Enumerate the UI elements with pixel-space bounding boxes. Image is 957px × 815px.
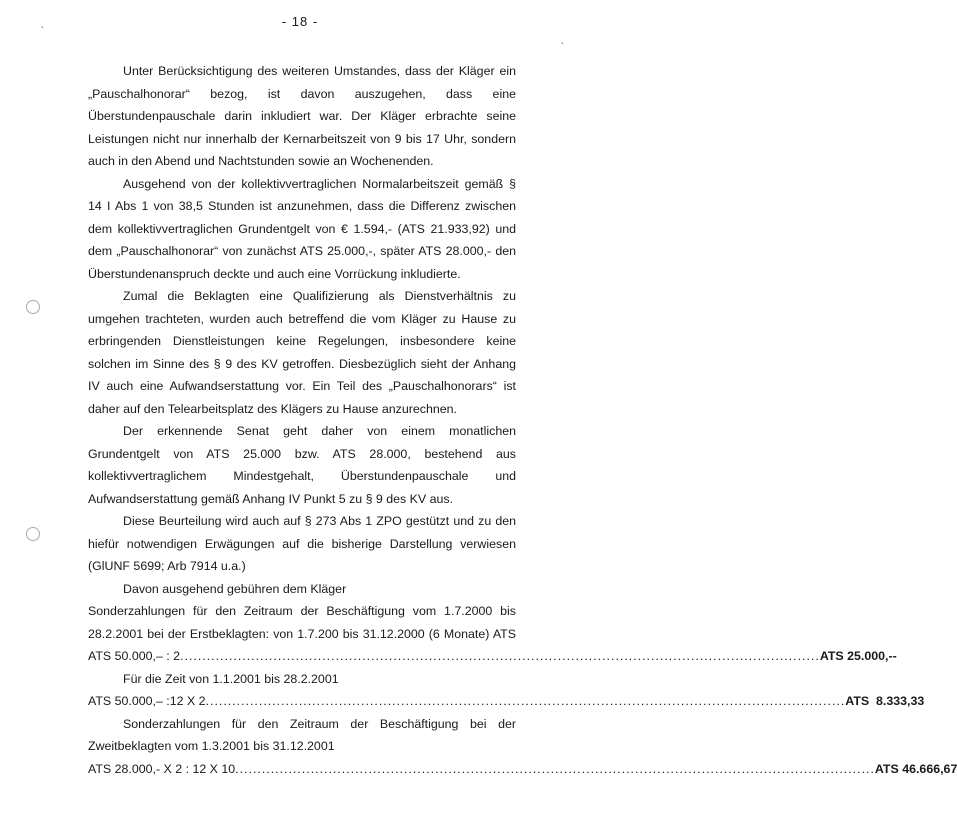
punch-hole-mark — [26, 300, 40, 314]
leader-dots: ................................................................................................................................................ — [180, 649, 820, 663]
paragraph-normalarbeitszeit: Ausgehend von der kollektivvertraglichen Normalarbeitszeit gemäß § 14 I Abs 1 von 38,5 Stunden ist anzunehmen, dass die Differenz zwischen dem kollektivvertraglichen Grundentgelt von € 1.594,- (ATS 21.933,92) und dem „Pauschalhonorar“ von zunächst ATS 25.000,-, später ATS 28.000,- den Überstundenanspruch deckte und auch eine Vorrückung inkludierte. — [88, 176, 516, 281]
sonderzahlungen-line-1: Sonderzahlungen für den Zeitraum der Beschäftigung vom 1.7.2000 bis — [88, 604, 516, 618]
scan-speck-mark: · — [560, 34, 565, 50]
leader-dots: ................................................................................................................................................ — [205, 694, 846, 708]
scan-speck-mark: · — [40, 18, 45, 34]
calculation-amount: ATS 46.666,67 — [874, 761, 957, 776]
calculation-formula: ATS 50.000,– :12 X 2 — [88, 694, 206, 708]
leader-dots: ................................................................................................................................................ — [235, 761, 875, 776]
paragraph-zweitbeklagte: Sonderzahlungen für den Zeitraum der Beschäftigung bei der Zweitbeklagten vom 1.3.2001 bis 31.12.2001 — [88, 716, 516, 753]
paragraph-grundentgelt: Der erkennende Senat geht daher von einem monatlichen Grundentgelt von ATS 25.000 bzw. ATS 28.000, bestehend aus kollektivvertraglichem Mindestgehalt, Überstundenpauschale und Aufwandserstattung gemäß Anhang IV Punkt 5 zu § 9 des KV aus. — [88, 424, 516, 506]
calculation-line-2 — [88, 690, 925, 713]
paragraph-pauschalhonorar: Unter Berücksichtigung des weiteren Umstandes, dass der Kläger ein „Pauschalhonorar“ bezog, ist davon auszugehen, dass eine Überstundenpauschale darin inkludiert war. Der Kläger erbrachte seine Leistungen nicht nur innerhalb der Kernarbeitszeit von 9 bis 17 Uhr, sondern auch in den Abend und Nachtstunden sowie an Wochenenden. — [88, 64, 516, 168]
document-body — [88, 60, 957, 780]
calculation-formula: ATS 50.000,– : 2 — [88, 649, 181, 663]
sonderzahlungen-line-2: 28.2.2001 bei der Erstbeklagten: von 1.7.200 bis 31.12.2000 (6 Monate) ATS — [88, 626, 516, 641]
calculation-line-3 — [88, 758, 957, 781]
calculation-amount: ATS 8.333,33 — [845, 694, 925, 708]
page-number: - 18 - — [281, 14, 319, 29]
paragraph-davon-ausgehend: Davon ausgehend gebühren dem Kläger — [123, 581, 347, 596]
paragraph-qualifizierung: Zumal die Beklagten eine Qualifizierung als Dienstverhältnis zu umgehen trachteten, wurden auch betreffend die vom Kläger zu Hause zu erbringenden Dienstleistungen keine Regelungen, insbesondere keine solchen im Sinne des § 9 des KV getroffen. Diesbezüglich sieht der Anhang IV auch eine Aufwandserstattung vor. Ein Teil des „Pauschalhonorars“ ist daher auf den Telearbeitsplatz des Klägers zu Hause anzurechnen. — [88, 289, 516, 416]
calculation-line-1 — [88, 645, 897, 668]
calculation-amount: ATS 25.000,-- — [819, 649, 897, 663]
calculation-formula: ATS 28.000,- X 2 : 12 X 10 — [88, 761, 236, 776]
paragraph-zeitraum-2001: Für die Zeit von 1.1.2001 bis 28.2.2001 — [123, 671, 339, 686]
punch-hole-mark — [26, 527, 40, 541]
paragraph-beurteilung: Diese Beurteilung wird auch auf § 273 Abs 1 ZPO gestützt und zu den hiefür notwendigen Erwägungen auf die bisherige Darstellung verwiesen (GlUNF 5699; Arb 7914 u.a.) — [88, 514, 516, 573]
